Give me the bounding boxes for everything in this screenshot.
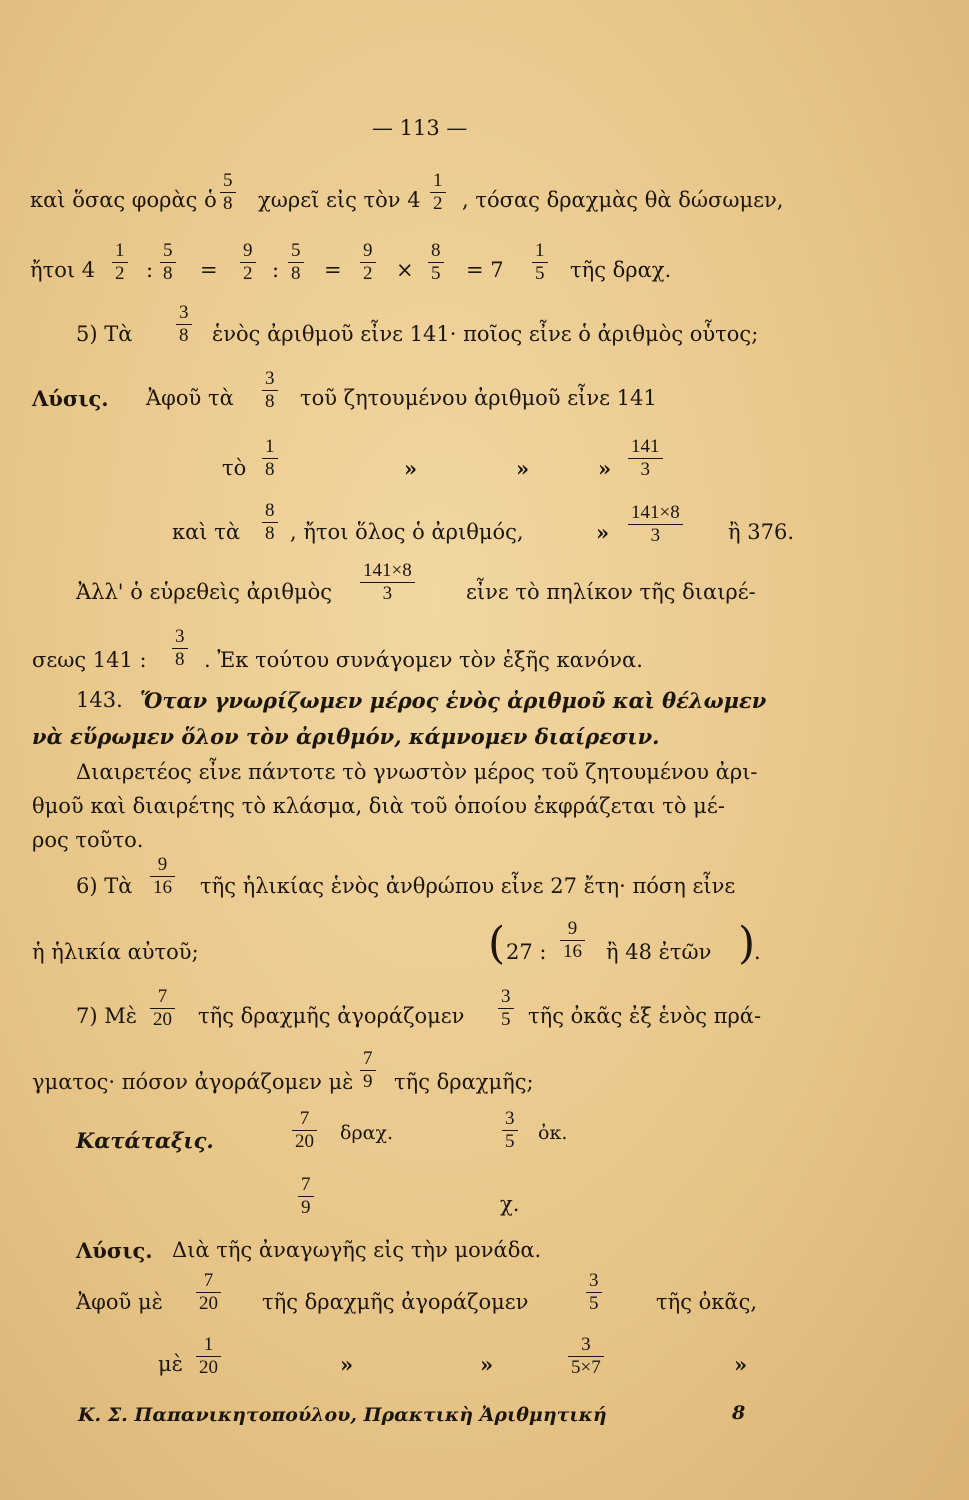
text-line: τῆς δραχμῆς; xyxy=(394,1070,534,1094)
fraction: $\frac{5}{8}$ xyxy=(288,240,304,285)
operator: : xyxy=(272,258,280,282)
ditto-mark: » xyxy=(596,520,610,545)
operator: : xyxy=(146,258,154,282)
fraction: $\frac{7}{20}$ xyxy=(292,1108,317,1153)
text-line: ἡ ἡλικία αὐτοῦ; xyxy=(32,940,199,964)
ditto-mark: » xyxy=(340,1352,354,1377)
unknown-x: χ. xyxy=(500,1192,520,1216)
text-line: Ἀφοῦ μὲ xyxy=(76,1290,163,1314)
solution-heading: Λύσις. xyxy=(32,386,109,411)
text-line: μὲ xyxy=(158,1352,183,1376)
fraction: $\frac{1}{20}$ xyxy=(196,1334,221,1379)
text-line: , τόσας δραχμὰς θὰ δώσωμεν, xyxy=(462,188,784,212)
ditto-mark: » xyxy=(516,456,530,481)
text-line: τῆς ὀκᾶς ἐξ ἑνὸς πρά- xyxy=(528,1004,762,1028)
text-line: Διὰ τῆς ἀναγωγῆς εἰς τὴν μονάδα. xyxy=(172,1238,542,1262)
fraction: $\frac{141\times 8}{3}$ xyxy=(628,502,683,547)
text-line: τοῦ ζητουμένου ἀριθμοῦ εἶνε 141 xyxy=(300,386,657,410)
section-number: 143. xyxy=(76,688,123,712)
text-line: τῆς δραχ. xyxy=(570,258,672,282)
text-line: ἢ 48 ἐτῶν xyxy=(606,940,712,964)
fraction: $\frac{3}{8}$ xyxy=(172,626,188,671)
fraction: $\frac{1}{2}$ xyxy=(112,240,128,285)
text-line: 27 : xyxy=(506,940,547,964)
fraction: $\frac{1}{5}$ xyxy=(532,240,548,285)
rule-text: νὰ εὕρωμεν ὅλον τὸν ἀριθμόν, κάμνομεν διαίρεσιν. xyxy=(32,724,660,749)
fraction: $\frac{7}{9}$ xyxy=(360,1048,376,1093)
operator: × xyxy=(396,258,414,282)
text-line: γματος· πόσον ἀγοράζομεν μὲ xyxy=(32,1070,354,1094)
page-number: — 113 — xyxy=(372,116,468,140)
operator: = xyxy=(324,258,342,282)
fraction: $\frac{141}{3}$ xyxy=(628,436,663,481)
paren-open: ( xyxy=(488,918,506,969)
rule-text: Ὅταν γνωρίζωμεν μέρος ἑνὸς ἀριθμοῦ καὶ θέλωμεν xyxy=(140,688,767,713)
text-line: ρος τοῦτο. xyxy=(32,828,144,852)
fraction: $\frac{7}{9}$ xyxy=(298,1174,314,1219)
fraction: $\frac{9}{2}$ xyxy=(360,240,376,285)
ditto-mark: » xyxy=(598,456,612,481)
text-line: δραχ. xyxy=(340,1122,393,1144)
fraction: $\frac{3}{5}$ xyxy=(498,986,514,1031)
fraction: $\frac{1}{8}$ xyxy=(262,436,278,481)
fraction: $\frac{3}{5\times 7}$ xyxy=(568,1334,604,1379)
text-line: τῆς ἡλικίας ἑνὸς ἀνθρώπου εἶνε 27 ἔτη· πόση εἶνε xyxy=(200,874,736,898)
operator: = xyxy=(200,258,218,282)
solution-heading: Λύσις. xyxy=(76,1238,153,1263)
text-line: τῆς δραχμῆς ἀγοράζομεν xyxy=(198,1004,465,1028)
text-line: ἢ 376. xyxy=(728,520,795,544)
paren-close: ) xyxy=(738,918,756,969)
text-line: χωρεῖ εἰς τὸν 4 xyxy=(258,188,421,212)
fraction: $\frac{3}{8}$ xyxy=(262,368,278,413)
text-line: ὀκ. xyxy=(538,1122,568,1144)
text-line: . xyxy=(754,940,761,964)
fraction: $\frac{9}{16}$ xyxy=(150,854,175,899)
text-line: τῆς ὀκᾶς, xyxy=(656,1290,758,1314)
text-line: Διαιρετέος εἶνε πάντοτε τὸ γνωστὸν μέρος τοῦ ζητουμένου ἀρι- xyxy=(76,760,758,784)
fraction: $\frac{141\times 8}{3}$ xyxy=(360,560,415,605)
text-line: 7) Μὲ xyxy=(76,1004,138,1028)
ditto-mark: » xyxy=(404,456,418,481)
fraction: $\frac{7}{20}$ xyxy=(150,986,175,1031)
ditto-mark: » xyxy=(480,1352,494,1377)
fraction: $\frac{7}{20}$ xyxy=(196,1270,221,1315)
text-line: , ἤτοι ὅλος ὁ ἀριθμός, xyxy=(290,520,524,544)
text-line: σεως 141 : xyxy=(32,648,147,672)
text-line: εἶνε τὸ πηλίκον τῆς διαιρέ- xyxy=(466,580,756,604)
fraction: $\frac{3}{5}$ xyxy=(586,1270,602,1315)
operator: = 7 xyxy=(466,258,504,282)
fraction: $\frac{9}{16}$ xyxy=(560,918,585,963)
arrangement-heading: Κατάταξις. xyxy=(76,1128,214,1153)
text-line: Ἀλλ' ὁ εὑρεθεὶς ἀριθμὸς xyxy=(76,580,333,604)
fraction: $\frac{1}{2}$ xyxy=(430,170,446,215)
fraction: $\frac{5}{8}$ xyxy=(220,170,236,215)
footer-signature: Κ. Σ. Παπανικητοπούλου, Πρακτικὴ Ἀριθμητική xyxy=(78,1404,607,1426)
fraction: $\frac{5}{8}$ xyxy=(160,240,176,285)
text-line: ἤτοι 4 xyxy=(30,258,96,282)
fraction: $\frac{8}{5}$ xyxy=(428,240,444,285)
fraction: $\frac{3}{8}$ xyxy=(176,302,192,347)
text-line: ἑνὸς ἀριθμοῦ εἶνε 141· ποῖος εἶνε ὁ ἀριθμὸς οὗτος; xyxy=(212,322,759,346)
text-line: . Ἐκ τούτου συνάγομεν τὸν ἑξῆς κανόνα. xyxy=(204,648,643,672)
text-line: 6) Τὰ xyxy=(76,874,133,898)
text-line: τὸ xyxy=(222,456,247,480)
text-line: θμοῦ καὶ διαιρέτης τὸ κλάσμα, διὰ τοῦ ὁποίου ἐκφράζεται τὸ μέ- xyxy=(32,794,725,818)
text-line: Ἀφοῦ τὰ xyxy=(146,386,234,410)
signature-mark: 8 xyxy=(732,1402,746,1424)
text-line: τῆς δραχμῆς ἀγοράζομεν xyxy=(262,1290,529,1314)
fraction: $\frac{9}{2}$ xyxy=(240,240,256,285)
text-line: 5) Τὰ xyxy=(76,322,133,346)
fraction: $\frac{3}{5}$ xyxy=(502,1108,518,1153)
text-line: καὶ τὰ xyxy=(172,520,241,544)
ditto-mark: » xyxy=(734,1352,748,1377)
fraction: $\frac{8}{8}$ xyxy=(262,500,278,545)
text-line: καὶ ὅσας φορὰς ὁ xyxy=(30,188,217,212)
